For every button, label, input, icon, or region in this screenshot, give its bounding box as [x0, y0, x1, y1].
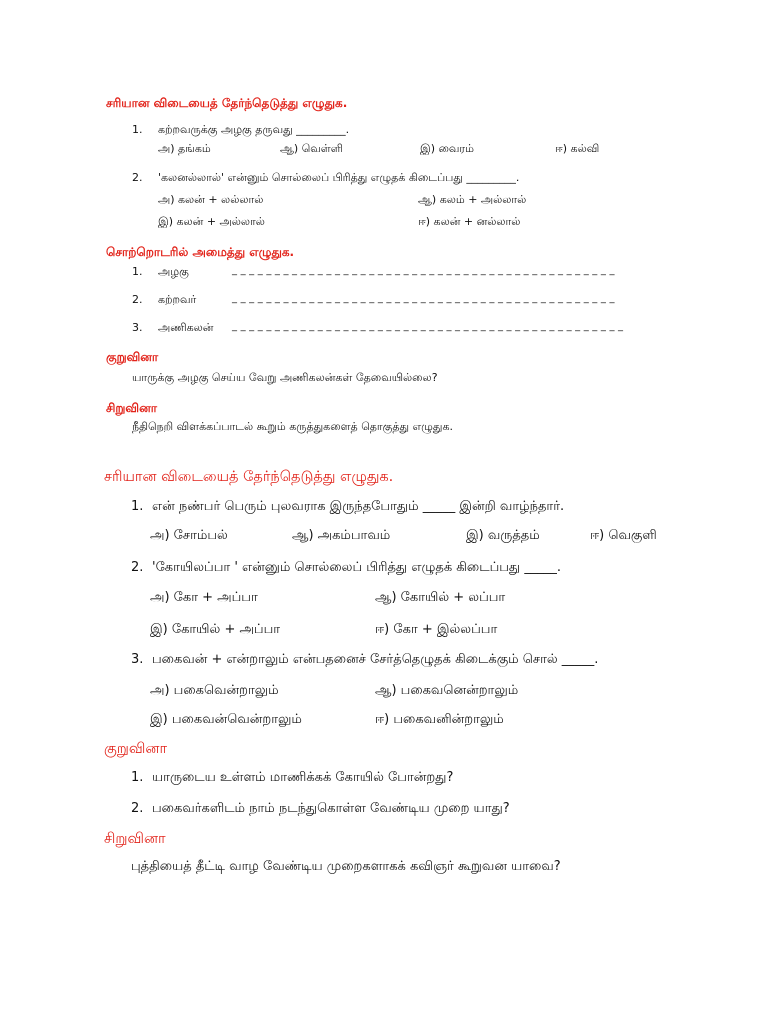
- question-number: 2.: [131, 560, 144, 575]
- question-number: 1.: [131, 770, 144, 785]
- option-a: அ) கோ + அப்பா: [150, 590, 258, 605]
- question-number: 1.: [132, 123, 143, 136]
- question-text: பகைவன் + என்றாலும் என்பதனைச் சேர்த்தெழுதக் கிடைக்கும் சொல் _____.: [152, 652, 599, 667]
- item-number: 1.: [132, 265, 143, 278]
- question-text: என் நண்பர் பெரும் புலவராக இருந்தபோதும் _____ இன்றி வாழ்ந்தார்.: [152, 499, 565, 514]
- question-text: 'கோயிலப்பா ' என்னும் சொல்லைப் பிரித்து எழுதக் கிடைப்பது _____.: [152, 560, 561, 575]
- option-a: அ) சோம்பல்: [150, 528, 228, 543]
- option-c: இ) கோயில் + அப்பா: [150, 622, 281, 637]
- option-c: இ) வருத்தம்: [466, 528, 540, 543]
- short-answer-question: பகைவர்களிடம் நாம் நடந்துகொள்ள வேண்டிய முறை யாது?: [152, 801, 510, 816]
- small-answer-question: புத்தியைத் தீட்டி வாழ வேண்டிய முறைகளாகக் கவிஞர் கூறுவன யாவை?: [131, 859, 561, 874]
- option-a: அ) தங்கம்: [158, 142, 211, 155]
- short-answer-question: யாருக்கு அழகு செய்ய வேறு அணிகலன்கள் தேவையில்லை?: [132, 371, 438, 384]
- option-b: ஆ) வெள்ளி: [280, 142, 343, 155]
- option-a: அ) கலன் + லல்லால்: [158, 193, 264, 206]
- item-number: 3.: [132, 321, 143, 334]
- option-c: இ) கலன் + அல்லால்: [158, 215, 265, 228]
- option-c: இ) வைரம்: [420, 142, 474, 155]
- answer-blank: _ _ _ _ _ _ _ _ _ _ _ _ _ _ _ _ _ _ _ _ _ _ _ _ _ _ _ _ _ _ _ _ _ _ _ _ _ _ _ _ _ _ _ _ _: [232, 265, 615, 276]
- option-d: ஈ) கல்வி: [555, 142, 600, 155]
- option-c: இ) பகைவன்வென்றாலும்: [150, 712, 302, 727]
- answer-blank: _ _ _ _ _ _ _ _ _ _ _ _ _ _ _ _ _ _ _ _ _ _ _ _ _ _ _ _ _ _ _ _ _ _ _ _ _ _ _ _ _ _ _ _ _: [232, 293, 615, 304]
- option-b: ஆ) பகைவனென்றாலும்: [375, 683, 519, 698]
- option-d: ஈ) கோ + இல்லப்பா: [375, 622, 498, 637]
- option-d: ஈ) பகைவனின்றாலும்: [375, 712, 504, 727]
- option-d: ஈ) கலன் + னல்லால்: [418, 215, 521, 228]
- option-b: ஆ) கலம் + அல்லால்: [418, 193, 527, 206]
- short-answer-heading: குறுவினா: [106, 350, 159, 364]
- short-answer-question: யாருடைய உள்ளம் மாணிக்கக் கோயில் போன்றது?: [152, 770, 454, 785]
- item-word: அழகு: [158, 265, 189, 278]
- item-word: கற்றவர்: [158, 293, 197, 306]
- question-number: 1.: [131, 499, 144, 514]
- option-d: ஈ) வெகுளி: [590, 528, 657, 543]
- mcq-heading: சரியான விடையைத் தேர்ந்தெடுத்து எழுதுக.: [106, 96, 348, 110]
- small-answer-heading: சிறுவினா: [106, 401, 157, 415]
- item-number: 2.: [132, 293, 143, 306]
- question-number: 2.: [132, 171, 143, 184]
- option-b: ஆ) கோயில் + லப்பா: [375, 590, 506, 605]
- question-text: கற்றவருக்கு அழகு தருவது _________.: [158, 123, 350, 136]
- item-word: அணிகலன்: [158, 321, 214, 334]
- question-number: 3.: [131, 652, 144, 667]
- sentence-heading: சொற்றொடரில் அமைத்து எழுதுக.: [106, 245, 295, 259]
- option-a: அ) பகைவென்றாலும்: [150, 683, 279, 698]
- question-number: 2.: [131, 801, 144, 816]
- short-answer-heading: குறுவினா: [104, 741, 168, 757]
- small-answer-question: நீதிநெறி விளக்கப்பாடல் கூறும் கருத்துகளைத் தொகுத்து எழுதுக.: [132, 420, 453, 433]
- option-b: ஆ) அகம்பாவம்: [292, 528, 391, 543]
- mcq-heading: சரியான விடையைத் தேர்ந்தெடுத்து எழுதுக.: [104, 469, 394, 485]
- small-answer-heading: சிறுவினா: [104, 831, 166, 847]
- answer-blank: _ _ _ _ _ _ _ _ _ _ _ _ _ _ _ _ _ _ _ _ _ _ _ _ _ _ _ _ _ _ _ _ _ _ _ _ _ _ _ _ _ _ _ _ _ _: [232, 321, 624, 332]
- question-text: 'கலனல்லால்' என்னும் சொல்லைப் பிரித்து எழுதக் கிடைப்பது _________.: [158, 171, 520, 184]
